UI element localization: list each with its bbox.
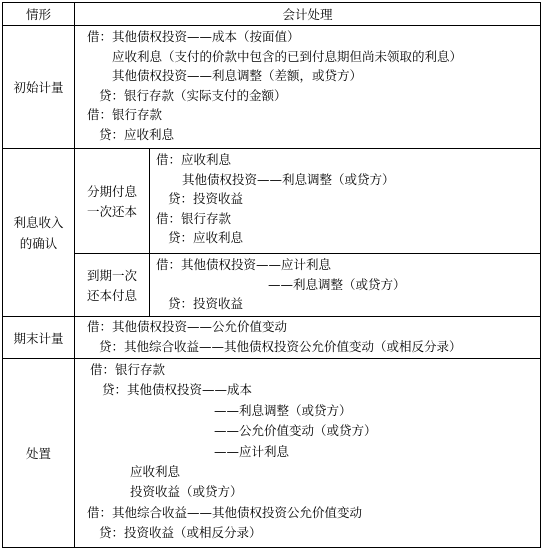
- entry-line: 借：其他债权投资——应计利息: [156, 257, 332, 272]
- disposal-entries: [75, 359, 541, 548]
- entry-line: 贷：其他综合收益——其他债权投资公允价值变动（或相反分录）: [99, 339, 462, 355]
- header-treatment: 会计处理: [75, 3, 541, 26]
- interest-recognition-row-maturity: [3, 254, 541, 317]
- period-end-label: 期末计量: [3, 317, 75, 359]
- entry-line: 贷：银行存款（实际支付的金额）: [99, 87, 287, 103]
- accounting-table: [2, 2, 541, 548]
- entry-line: 其他债权投资——利息调整（差额，或贷方）: [112, 68, 363, 83]
- case2-label-line1: 到期一次: [86, 267, 137, 283]
- header-situation: 情形: [3, 3, 75, 26]
- entry-line: ——利息调整（或贷方）: [214, 402, 352, 418]
- disposal-row: [3, 359, 541, 548]
- interest-label-line1: 利息收入: [13, 214, 64, 230]
- entry-line: 应收利息（支付的价款中包含的已到付息期但尚未领取的利息）: [112, 48, 463, 64]
- table-header-row: [3, 3, 541, 26]
- entry-line: 投资收益（或贷方）: [130, 484, 243, 500]
- entry-line: 借：其他债权投资——成本（按面值）: [87, 29, 300, 44]
- entry-line: 借：其他债权投资——公允价值变动: [87, 319, 288, 334]
- maturity-case-label: [75, 254, 150, 317]
- initial-measurement-row: [3, 26, 541, 149]
- installment-case-label: [75, 149, 150, 254]
- entry-line: 贷：其他债权投资——成本: [102, 382, 253, 398]
- entry-line: 贷：投资收益（或相反分录）: [99, 525, 262, 541]
- entry-line: 应收利息: [130, 463, 181, 479]
- initial-measurement-entries: [75, 26, 541, 149]
- interest-recognition-row-installment: [3, 149, 541, 254]
- interest-label-line2: 的确认: [19, 235, 58, 251]
- period-end-row: [3, 317, 541, 359]
- entry-line: 贷：应收利息: [168, 230, 244, 245]
- entry-line: 贷：投资收益: [168, 296, 244, 311]
- disposal-label: 处置: [3, 359, 75, 548]
- entry-line: 贷：投资收益: [168, 191, 244, 206]
- entry-line: 借：应收利息: [156, 152, 232, 167]
- case1-label-line2: 一次还本: [86, 204, 137, 219]
- period-end-entries: [75, 317, 541, 359]
- case2-label-line2: 还本付息: [86, 288, 137, 303]
- maturity-case-entries: [150, 254, 541, 317]
- initial-measurement-label: 初始计量: [3, 26, 75, 149]
- entry-line: ——应计利息: [214, 443, 290, 459]
- entry-line: ——公允价值变动（或贷方）: [214, 423, 377, 439]
- entry-line: 借：其他综合收益——其他债权投资公允价值变动: [87, 504, 363, 520]
- entry-line: 借：银行存款: [87, 107, 163, 122]
- installment-case-entries: [150, 149, 541, 254]
- entry-line: 贷：应收利息: [99, 126, 175, 142]
- interest-recognition-label: [3, 149, 75, 317]
- entry-line: ——利息调整（或贷方）: [268, 276, 406, 292]
- entry-line: 其他债权投资——利息调整（或贷方）: [182, 171, 395, 187]
- entry-line: 借：银行存款: [90, 362, 166, 377]
- entry-line: 借：银行存款: [156, 210, 232, 226]
- case1-label-line1: 分期付息: [86, 183, 137, 199]
